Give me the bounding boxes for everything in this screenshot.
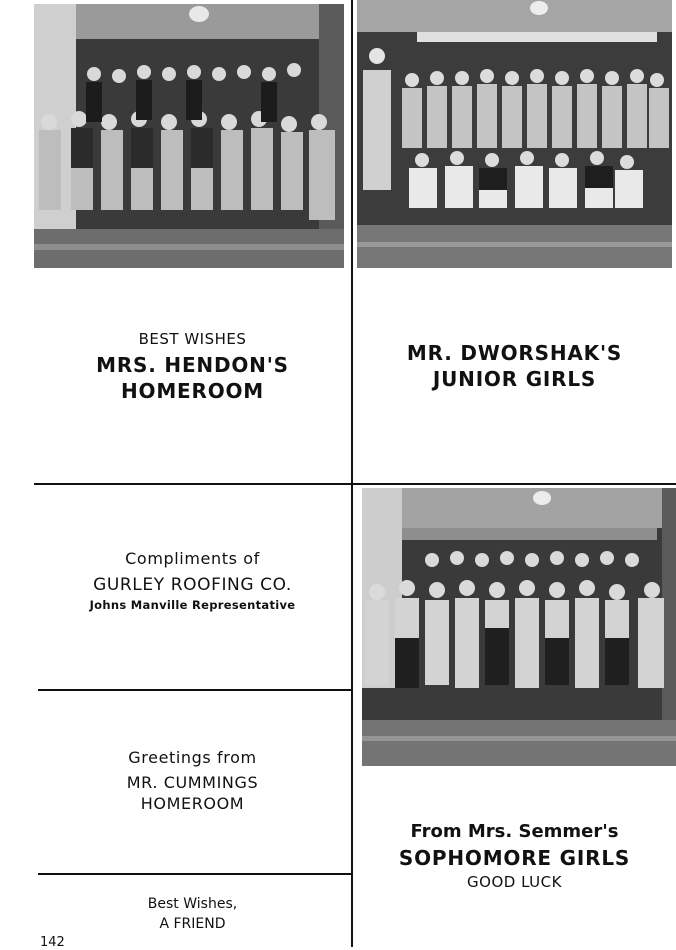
hendon-homeroom-ad (34, 330, 351, 404)
ad-subtitle: HOMEROOM (140, 793, 245, 813)
ad-subtitle: GOOD LUCK (467, 873, 562, 892)
divider-left-2 (38, 689, 351, 691)
photo-image (362, 488, 676, 766)
ad-greeting: BEST WISHES (138, 330, 247, 348)
divider-left-3 (38, 873, 351, 875)
ad-subtitle: Johns Manville Representative (89, 597, 296, 612)
photo-image (34, 4, 344, 268)
ad-name: SOPHOMORE GIRLS (398, 846, 631, 871)
center-vertical-rule (351, 0, 353, 947)
ad-greeting: Compliments of (125, 549, 260, 568)
ad-name: GURLEY ROOFING CO. (93, 574, 292, 595)
semmer-sophomore-girls-ad (353, 820, 676, 893)
ad-greeting: From Mrs. Semmer's (410, 821, 619, 842)
dworshak-junior-girls-ad (353, 340, 676, 392)
ad-name: MRS. HENDON'S (96, 352, 289, 377)
ad-subtitle: HOMEROOM (120, 378, 264, 403)
ad-name: MR. CUMMINGS (126, 772, 259, 792)
ad-name: MR. DWORSHAK'S (406, 341, 623, 365)
junior-girls-photo (357, 0, 672, 268)
gurley-roofing-ad (34, 549, 351, 613)
divider-right-1 (353, 483, 676, 485)
ad-name: A FRIEND (159, 916, 226, 933)
cummings-homeroom-ad (34, 748, 351, 814)
ad-greeting: Best Wishes, (147, 896, 238, 912)
homeroom-photo-hendon (34, 4, 344, 268)
photo-image (357, 0, 672, 268)
ad-greeting: Greetings from (128, 748, 257, 767)
ad-subtitle: JUNIOR GIRLS (432, 367, 597, 391)
sophomore-girls-photo (362, 488, 676, 766)
page-number: 142 (40, 935, 65, 950)
friend-ad (34, 895, 351, 933)
divider-left-1 (34, 483, 351, 485)
